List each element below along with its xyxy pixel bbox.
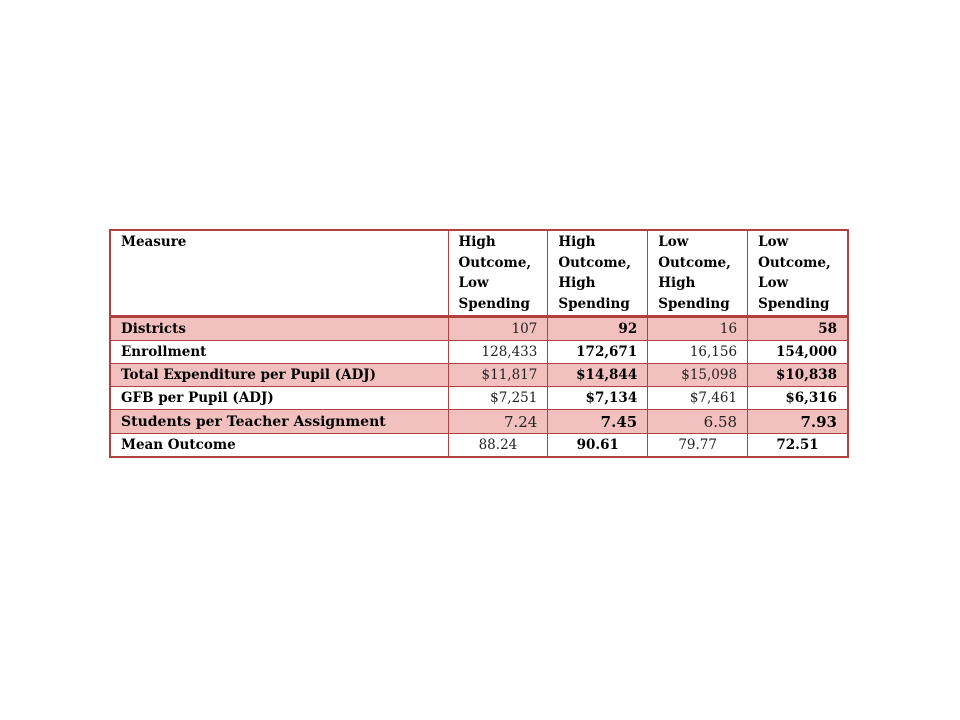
header-line: Spending (558, 295, 630, 312)
header-low-outcome-high-spending (648, 230, 748, 317)
header-line: Spending (758, 295, 830, 312)
table-cell: $15,098 (648, 364, 748, 387)
table-cell: 7.45 (548, 410, 648, 434)
header-row (110, 230, 848, 317)
row-label: Enrollment (110, 341, 448, 364)
table-cell: 107 (448, 317, 548, 341)
table-cell: 7.24 (448, 410, 548, 434)
table-row-gfb-per-pupil (110, 387, 848, 410)
table-cell: 154,000 (748, 341, 848, 364)
table-cell: 128,433 (448, 341, 548, 364)
header-line: Low (758, 234, 789, 250)
header-line: High (558, 275, 596, 291)
table-cell: 92 (548, 317, 648, 341)
table-cell: 6.58 (648, 410, 748, 434)
row-label: Students per Teacher Assignment (110, 410, 448, 434)
header-line: Low (658, 234, 689, 250)
row-label: GFB per Pupil (ADJ) (110, 387, 448, 410)
header-line: Outcome, (458, 254, 532, 271)
table-cell: 72.51 (748, 434, 848, 458)
header-low-outcome-low-spending (748, 230, 848, 317)
table-cell: $6,316 (748, 387, 848, 410)
table-row-total-expenditure (110, 364, 848, 387)
header-measure-text: Measure (121, 234, 187, 250)
header-line: Low (758, 275, 789, 291)
table-cell: 88.24 (448, 434, 548, 458)
header-line: High (558, 234, 596, 250)
header-line: Outcome, (658, 254, 731, 271)
header-line: Spending (458, 295, 530, 312)
outcome-spending-table (109, 229, 849, 458)
table-cell: $7,251 (448, 387, 548, 410)
table-cell: 79.77 (648, 434, 748, 458)
row-label: Districts (110, 317, 448, 341)
header-line: Outcome, (758, 254, 831, 271)
header-line: Low (458, 275, 489, 291)
table-cell: 58 (748, 317, 848, 341)
table-cell: $7,134 (548, 387, 648, 410)
header-line: Outcome, (558, 254, 631, 271)
header-high-outcome-high-spending (548, 230, 648, 317)
row-label: Total Expenditure per Pupil (ADJ) (110, 364, 448, 387)
table-cell: 90.61 (548, 434, 648, 458)
header-measure (110, 230, 448, 317)
table-cell: $7,461 (648, 387, 748, 410)
row-label: Mean Outcome (110, 434, 448, 458)
table-cell: 7.93 (748, 410, 848, 434)
table-row-districts (110, 317, 848, 341)
table-cell: 16,156 (648, 341, 748, 364)
header-line: High (458, 234, 496, 250)
table-cell: 16 (648, 317, 748, 341)
header-line: High (658, 275, 696, 291)
table-row-enrollment (110, 341, 848, 364)
table-cell: 172,671 (548, 341, 648, 364)
table-row-students-per-teacher (110, 410, 848, 434)
header-high-outcome-low-spending (448, 230, 548, 317)
header-line: Spending (658, 295, 730, 312)
table-cell: $10,838 (748, 364, 848, 387)
table-row-mean-outcome (110, 434, 848, 458)
table-cell: $14,844 (548, 364, 648, 387)
table-cell: $11,817 (448, 364, 548, 387)
